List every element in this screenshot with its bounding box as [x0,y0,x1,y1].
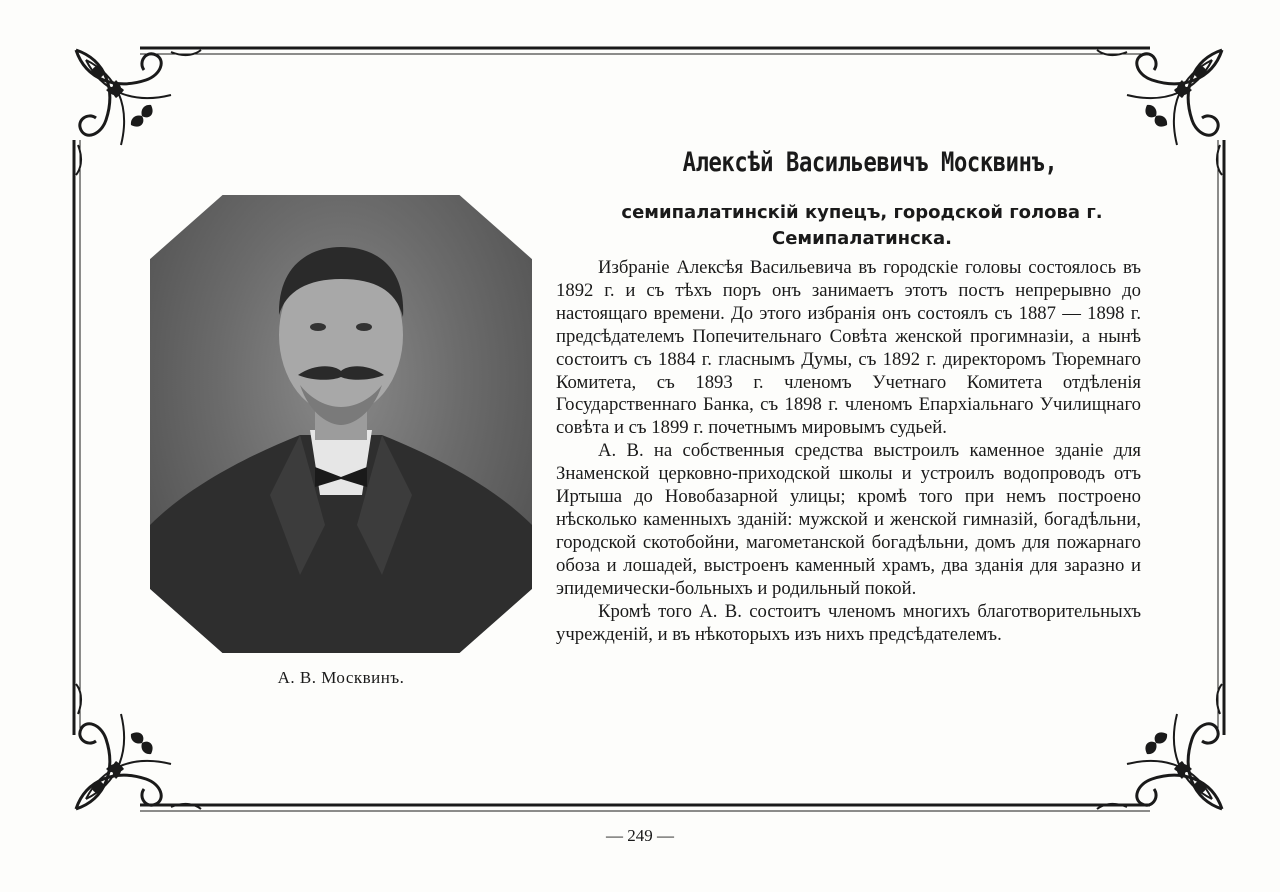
portrait-illustration [150,195,532,653]
portrait-caption: А. В. Москвинъ. [277,668,405,687]
article-body [556,257,1141,646]
page-subtitle: семипалатинскій купецъ, городской голова г. Семипалатинска. [621,202,1103,249]
paragraph: Избраніе Алексѣя Васильевича въ городскіе головы состоялось въ 1892 г. и съ тѣхъ поръ онъ занимаетъ этотъ постъ непрерывно до настоящаго времени. До этого избранія онъ состоялъ съ 1887 — 1898 г. предсѣдателемъ Попечительнаго Совѣта женской прогимназіи, а нынѣ состоитъ съ 1884 г. гласнымъ Думы, съ 1892 г. директоромъ Тюремнаго Комитета, съ 1893 г. членомъ Учетнаго Комитета отдѣленія Государственнаго Банка, съ 1898 г. членомъ Епархіальнаго Училищнаго совѣта и съ 1899 г. почетнымъ мировымъ судьей. [556,257,1141,439]
paragraph: А. В. на собственныя средства выстроилъ каменное зданіе для Знаменской церковно-приходской школы и устроилъ водопроводъ отъ Иртыша до Новобазарной улицы; кромѣ того при немъ построено нѣсколько каменныхъ зданій: мужской и женской гимназій, богадѣльни, городской скотобойни, магометанской богадѣльни, домъ для пожарнаго обоза и лошадей, выстроенъ каменный храмъ, два зданія для заразно и эпидемически-больныхъ и родильный покой. [556,440,1141,599]
page-title: Алексѣй Васильевичъ Москвинъ, [682,147,1058,178]
paragraph: Кромѣ того А. В. состоитъ членомъ многихъ благотворительныхъ учрежденій, и въ нѣкоторыхъ изъ нихъ предсѣдателемъ. [556,600,1141,645]
page-number: — 249 — [606,826,674,845]
portrait-photo [150,195,532,653]
